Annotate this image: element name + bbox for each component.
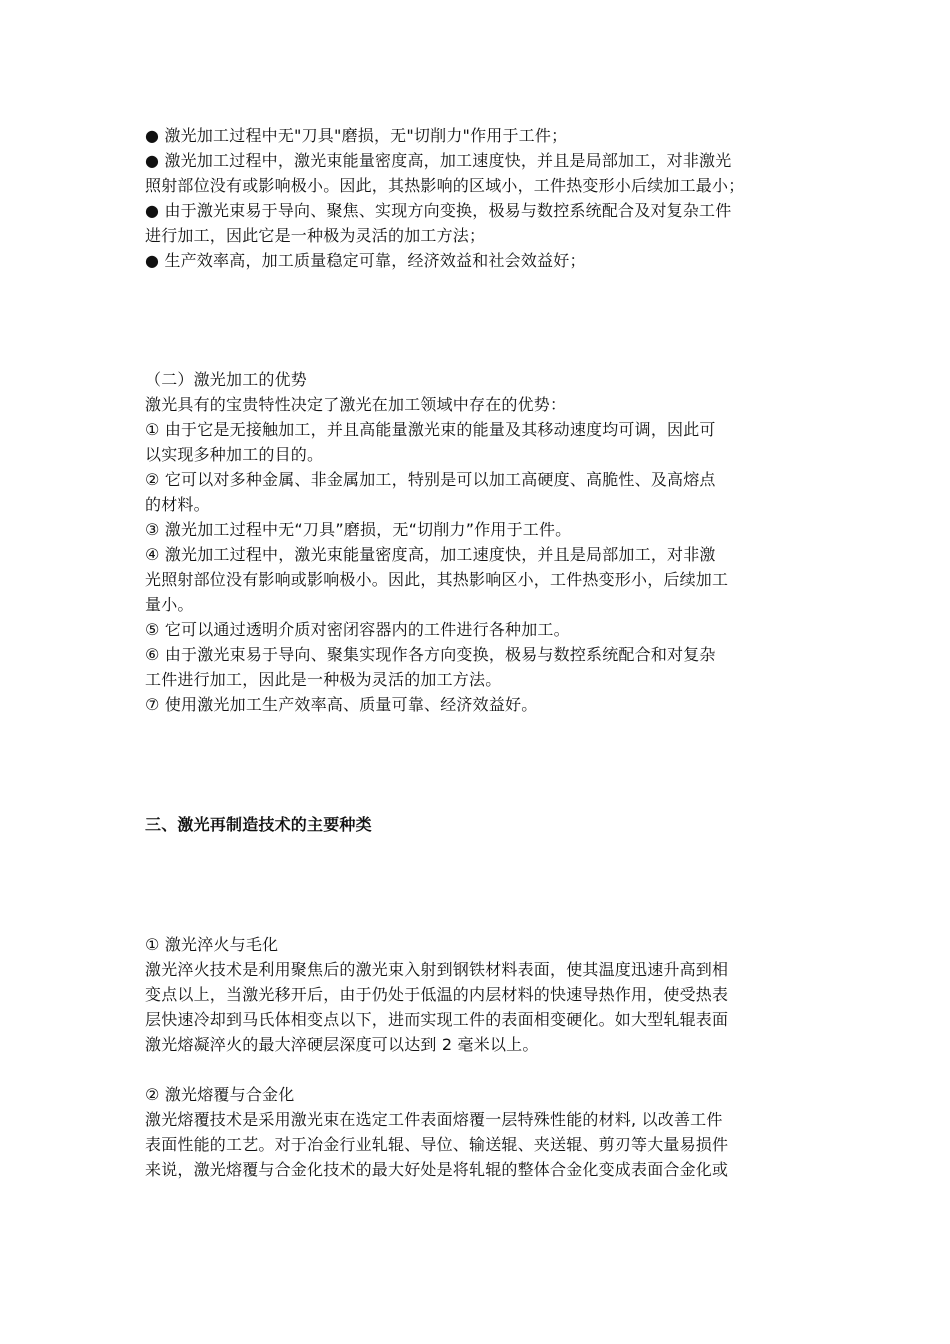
section-subtitle: （二）激光加工的优势: [145, 370, 308, 389]
paragraph-line: 量小。: [145, 595, 194, 614]
paragraph-line: ⑥ 由于激光束易于导向、聚集实现作各方向变换，极易与数控系统配合和对复杂: [145, 645, 716, 664]
paragraph-line: ① 由于它是无接触加工，并且高能量激光束的能量及其移动速度均可调，因此可: [145, 420, 716, 439]
paragraph-line: 表面性能的工艺。对于冶金行业轧辊、导位、输送辊、夹送辊、剪刃等大量易损件: [145, 1135, 729, 1154]
paragraph-line: ③ 激光加工过程中无“刀具”磨损，无“切削力”作用于工件。: [145, 520, 572, 539]
feature-line: ● 由于激光束易于导向、聚焦、实现方向变换，极易与数控系统配合及对复杂工件: [145, 201, 732, 220]
paragraph-line: 激光淬火技术是利用聚焦后的激光束入射到钢铁材料表面，使其温度迅速升高到相: [145, 960, 729, 979]
paragraph-line: 来说，激光熔覆与合金化技术的最大好处是将轧辊的整体合金化变成表面合金化或: [145, 1160, 729, 1179]
paragraph-line: 工件进行加工，因此是一种极为灵活的加工方法。: [145, 670, 502, 689]
item-title: ① 激光淬火与毛化: [145, 935, 279, 954]
paragraph-line: ④ 激光加工过程中，激光束能量密度高，加工速度快，并且是局部加工，对非激: [145, 545, 716, 564]
paragraph-line: 激光熔覆技术是采用激光束在选定工件表面熔覆一层特殊性能的材料, 以改善工件: [145, 1110, 723, 1129]
paragraph-line: 层快速冷却到马氏体相变点以下，进而实现工件的表面相变硬化。如大型轧辊表面: [145, 1010, 729, 1029]
feature-line: 进行加工，因此它是一种极为灵活的加工方法；: [145, 226, 486, 245]
paragraph-line: ⑦ 使用激光加工生产效率高、质量可靠、经济效益好。: [145, 695, 538, 714]
feature-line: ● 生产效率高，加工质量稳定可靠，经济效益和社会效益好；: [145, 251, 586, 270]
feature-line: ● 激光加工过程中，激光束能量密度高，加工速度快，并且是局部加工，对非激光: [145, 151, 732, 170]
item-title: ② 激光熔覆与合金化: [145, 1085, 295, 1104]
feature-line: ● 激光加工过程中无"刀具"磨损，无"切削力"作用于工件；: [145, 126, 568, 145]
paragraph-line: 以实现多种加工的目的。: [145, 445, 324, 464]
paragraph-line: 激光具有的宝贵特性决定了激光在加工领域中存在的优势：: [145, 395, 567, 414]
paragraph-line: 激光熔凝淬火的最大淬硬层深度可以达到 2 毫米以上。: [145, 1035, 539, 1054]
feature-line: 照射部位没有或影响极小。因此，其热影响的区域小，工件热变形小后续加工最小；: [145, 176, 745, 195]
paragraph-line: 光照射部位没有影响或影响极小。因此，其热影响区小，工件热变形小，后续加工: [145, 570, 729, 589]
paragraph-line: ② 它可以对多种金属、非金属加工，特别是可以加工高硬度、高脆性、及高熔点: [145, 470, 716, 489]
paragraph-line: 的材料。: [145, 495, 210, 514]
paragraph-line: ⑤ 它可以通过透明介质对密闭容器内的工件进行各种加工。: [145, 620, 570, 639]
paragraph-line: 变点以上，当激光移开后，由于仍处于低温的内层材料的快速导热作用，使受热表: [145, 985, 729, 1004]
section-heading: 三、激光再制造技术的主要种类: [145, 815, 372, 834]
